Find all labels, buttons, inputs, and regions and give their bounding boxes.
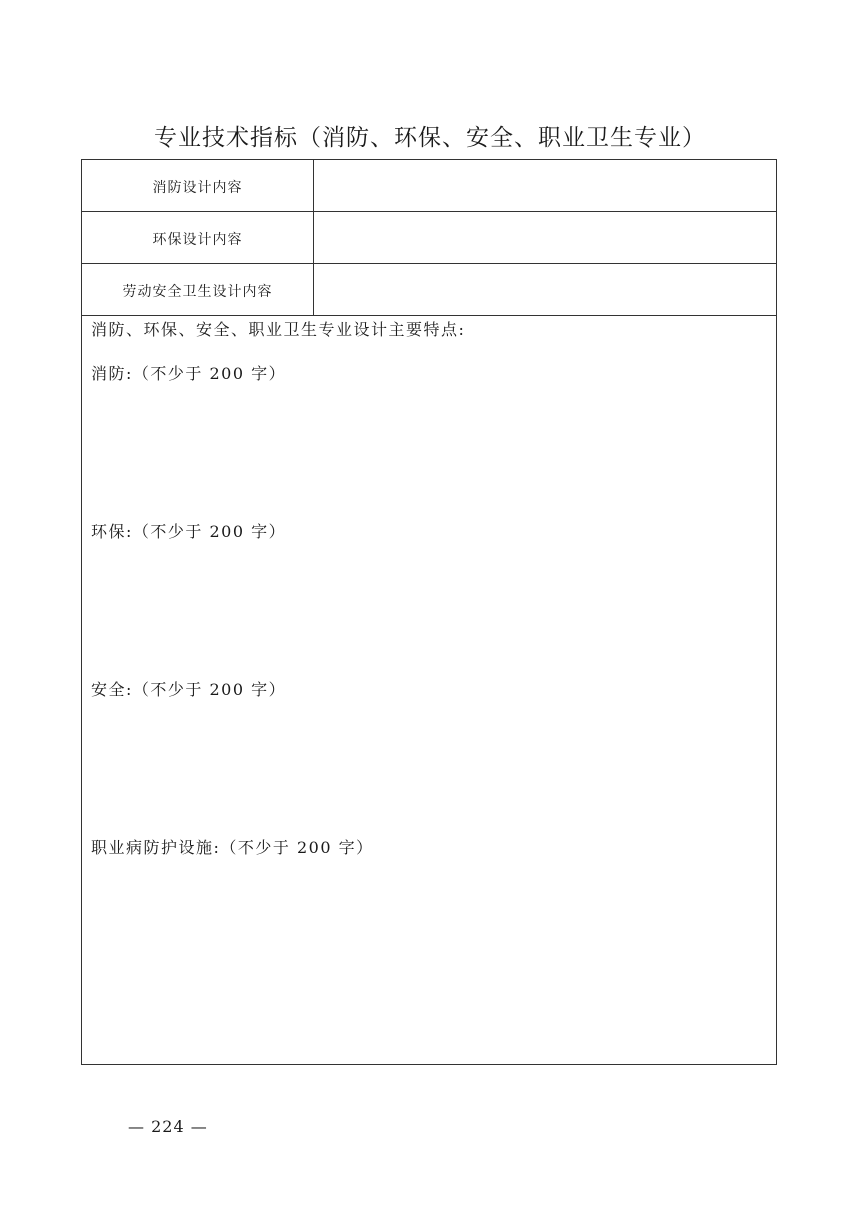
env-section-label: 环保:（不少于 200 字） (91, 522, 287, 541)
table-row-fire-design (82, 160, 776, 212)
env-design-field[interactable] (315, 212, 776, 263)
page-title: 专业技术指标（消防、环保、安全、职业卫生专业） (154, 125, 706, 151)
fire-section-label: 消防:（不少于 200 字） (91, 364, 287, 383)
safety-health-design-field[interactable] (315, 264, 776, 315)
table-row-env-design (82, 212, 776, 264)
features-heading: 消防、环保、安全、职业卫生专业设计主要特点: (91, 320, 466, 339)
safety-section-label: 安全:（不少于 200 字） (91, 680, 287, 699)
page-number: — 224 — (128, 1117, 208, 1136)
table-row-safety-health-design (82, 264, 776, 316)
occupational-protection-section-label: 职业病防护设施:（不少于 200 字） (91, 838, 374, 857)
env-design-label: 环保设计内容 (82, 212, 314, 263)
fire-design-field[interactable] (315, 160, 776, 211)
safety-health-design-label: 劳动安全卫生设计内容 (82, 264, 314, 315)
fire-design-label: 消防设计内容 (82, 160, 314, 211)
form-table (81, 159, 777, 1065)
